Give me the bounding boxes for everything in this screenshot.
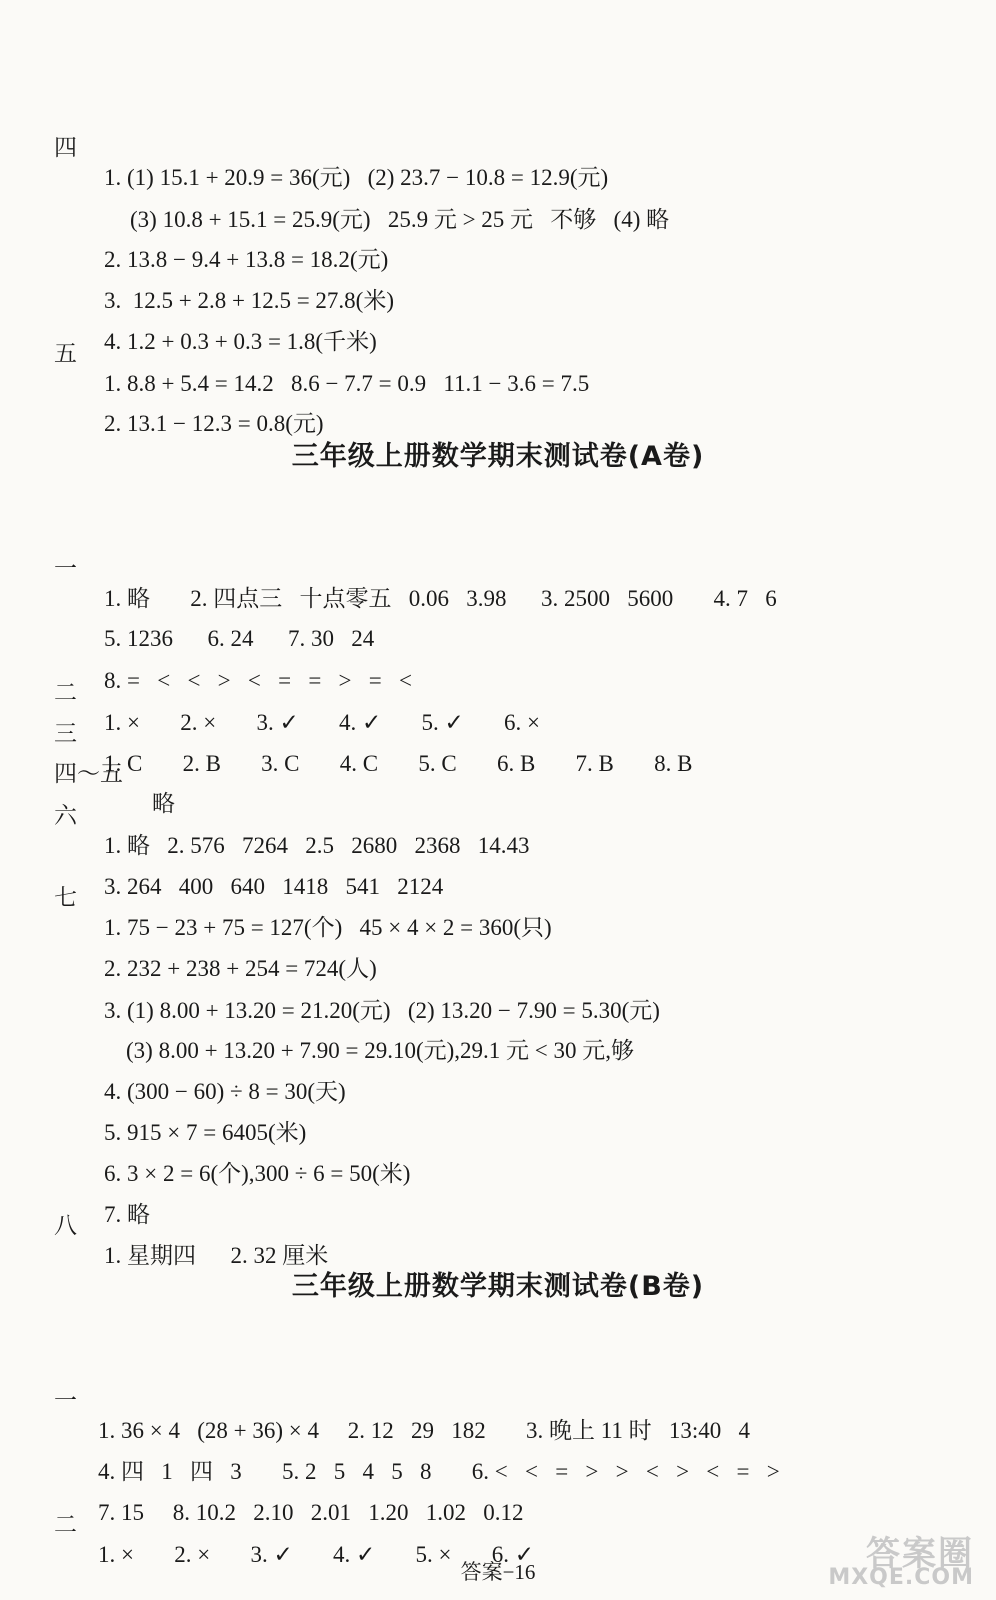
answer-text: 1. 星期四 2. 32 厘米 xyxy=(104,1243,329,1268)
answer-line xyxy=(0,564,375,651)
answer-text: 1. C 2. B 3. C 4. C 5. C 6. B 7. B 8. B xyxy=(104,751,693,776)
exam-a-title: 三年级上册数学期末测试卷(A卷) xyxy=(291,441,705,472)
answer-text: 略 xyxy=(152,791,175,816)
answer-text: 3. 12.5 + 2.8 + 12.5 = 27.8(米) xyxy=(104,288,394,313)
answer-text: 5. 1236 6. 24 7. 30 24 xyxy=(104,626,375,651)
question-number: 一 xyxy=(54,556,77,581)
answer-text: 4. (300 − 60) ÷ 8 = 30(天) xyxy=(104,1079,346,1104)
answer-text: 4. 四 1 四 3 5. 2 5 4 5 8 6. < < = > > < > < = > xyxy=(98,1459,780,1484)
answer-line xyxy=(0,103,609,190)
answer-text: 1. (1) 15.1 + 20.9 = 36(元) (2) 23.7 − 10.8 = 12.9(元) xyxy=(104,165,609,190)
answer-line xyxy=(0,1356,751,1443)
answer-text: 3. (1) 8.00 + 13.20 = 21.20(元) (2) 13.20 − 7.90 = 5.30(元) xyxy=(104,998,660,1023)
question-number: 六 xyxy=(54,803,77,828)
answer-text: 7. 15 8. 10.2 2.10 2.01 1.20 1.02 0.12 xyxy=(98,1500,524,1525)
answer-text: 8. = < < > < = = > = < xyxy=(104,668,412,693)
answer-line xyxy=(0,1140,150,1227)
answer-text: 1. 75 − 23 + 75 = 127(个) 45 × 4 × 2 = 360(只) xyxy=(104,915,552,940)
answer-text: 5. 915 × 7 = 6405(米) xyxy=(104,1120,307,1145)
question-number: 七 xyxy=(54,885,77,910)
answer-text: (3) 8.00 + 13.20 + 7.90 = 29.10(元),29.1 元 < 30 元,够 xyxy=(126,1038,635,1063)
exam-b-title: 三年级上册数学期末测试卷(B卷) xyxy=(291,1271,705,1302)
answer-text: 6. 3 × 2 = 6(个),300 ÷ 6 = 50(米) xyxy=(104,1161,411,1186)
answer-text: 2. 232 + 238 + 254 = 724(人) xyxy=(104,956,377,981)
question-number: 二 xyxy=(54,1512,77,1537)
answer-line xyxy=(0,1017,346,1104)
answer-line xyxy=(0,185,389,272)
question-number: 四～五 xyxy=(54,761,123,786)
answer-text: 1. × 2. × 3. ✓ 4. ✓ 5. × 6. ✓ xyxy=(98,1542,534,1567)
question-number: 五 xyxy=(54,341,77,366)
answer-text: 1. 8.8 + 5.4 = 14.2 8.6 − 7.7 = 0.9 11.1 − 3.6 = 7.5 xyxy=(104,371,590,396)
answer-text: 2. 13.1 − 12.3 = 0.8(元) xyxy=(104,411,324,436)
answer-line xyxy=(0,349,324,436)
answer-line xyxy=(0,648,540,735)
answer-text: 4. 1.2 + 0.3 + 0.3 = 1.8(千米) xyxy=(104,329,377,354)
watermark-logo xyxy=(828,1526,982,1590)
answer-text: 3. 264 400 640 1418 541 2124 xyxy=(104,874,444,899)
question-number: 四 xyxy=(54,135,77,160)
answer-line xyxy=(0,524,777,611)
question-number: 三 xyxy=(54,721,77,746)
question-number: 二 xyxy=(54,680,77,705)
answer-text: 1. 36 × 4 (28 + 36) × 4 2. 12 29 182 3. 晚上 11 时 13:40 4 xyxy=(98,1418,751,1443)
page-number: 答案−16 xyxy=(460,1560,536,1584)
question-number: 八 xyxy=(54,1213,77,1238)
watermark-url: MXQE.COM xyxy=(828,1565,974,1590)
answer-text: 2. 13.8 − 9.4 + 13.8 = 18.2(元) xyxy=(104,247,389,272)
answer-text: 1. 略 2. 四点三 十点零五 0.06 3.98 3. 2500 5600 4. 7 6 xyxy=(104,586,777,611)
watermark-text: 答案圈 xyxy=(866,1534,974,1574)
answer-line xyxy=(0,729,175,816)
answer-text: 7. 略 xyxy=(104,1202,150,1227)
question-number: 一 xyxy=(54,1388,77,1413)
answer-text: (3) 10.8 + 15.1 = 25.9(元) 25.9 元 > 25 元 不够 (4) 略 xyxy=(130,207,670,232)
answer-text: 1. 略 2. 576 7264 2.5 2680 2368 14.43 xyxy=(104,833,530,858)
answer-text: 1. × 2. × 3. ✓ 4. ✓ 5. ✓ 6. × xyxy=(104,710,540,735)
